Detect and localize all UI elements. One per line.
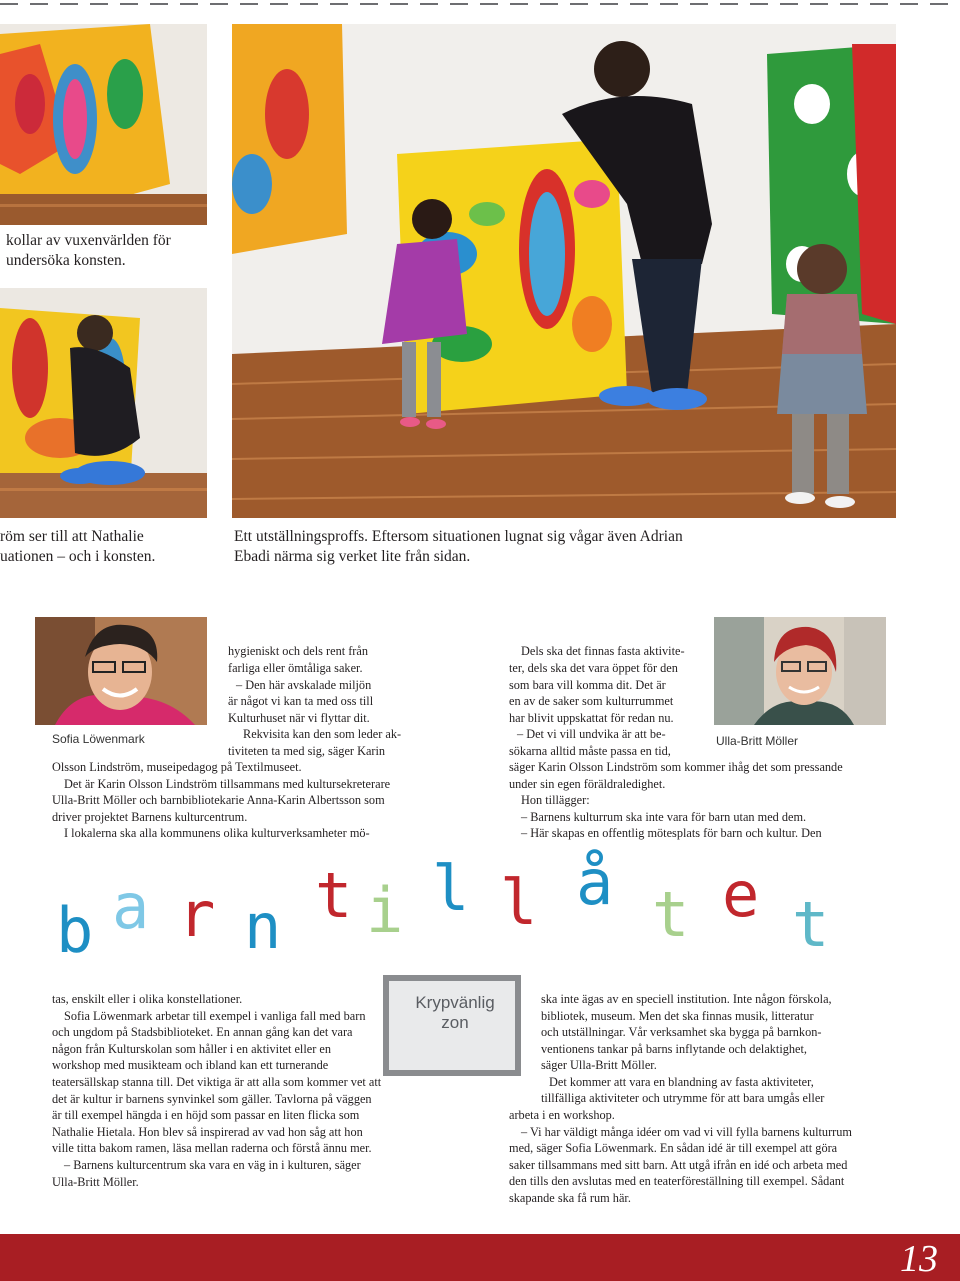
top-dashed-rule — [0, 0, 960, 8]
upper-left-column-paragraphs — [52, 759, 392, 842]
photo-woman-crouching — [0, 288, 207, 518]
headline-letter: n — [244, 890, 282, 963]
text-line: bibliotek, museum. Men det ska finnas musik, litteratur — [541, 1009, 814, 1023]
caption-left-top-line1: kollar av vuxenvärlden för — [6, 232, 171, 249]
page-number: 13 — [900, 1238, 938, 1280]
sign-label: Krypvänlig zon — [415, 993, 495, 1032]
text-line: sökarna alltid måste passa en tid, — [509, 744, 671, 758]
text-line: Dels ska det finnas fasta aktivite- — [521, 644, 685, 658]
text-line: Kulturhuset när vi flyttar dit. — [228, 711, 370, 725]
caption-left-bottom-line2: uationen – och i konsten. — [0, 548, 156, 565]
headline-letter: t — [792, 888, 830, 961]
headline-letter: t — [315, 859, 353, 932]
portrait-name-right: Ulla-Britt Möller — [716, 734, 799, 748]
lower-right-column-paragraphs — [509, 1107, 854, 1207]
paragraph: – Här skapas en offentlig mötesplats för barn och kultur. Den — [521, 826, 822, 841]
headline-letter: å — [576, 846, 614, 919]
text-line: Rekvisita kan den som leder ak- — [243, 727, 402, 741]
upper-right-column-paragraphs — [509, 759, 849, 842]
portrait-name-left: Sofia Löwenmark — [52, 732, 145, 746]
headline-letter: i — [366, 874, 404, 947]
portrait-sofia-lowenmark — [35, 617, 207, 725]
text-line: har blivit uppskattat för redan nu. — [509, 711, 674, 725]
headline-letter: r — [178, 878, 216, 951]
text-line: och utställningar. Vår verksamhet ska bygga på barnkon- — [541, 1025, 822, 1039]
paragraph: Sofia Löwenmark arbetar till exempel i vanliga fall med barn och ungdom på Stadsbiblioteket. En annan gång kan det vara någon från Kulturskolan som håller i en aktivitet eller en workshop med musikteam och ibland kan ett turnerande teatersällskap stanna till. Det viktiga är att alla som kommer vet att det är kultur ir barnens synvinkel som gäller. Tavlorna på väggen är till exempel hängda i en höjd som passar en liten flicka som Nathalie Hietala. Hon blev så inspirerad av vad hon såg att hon ville titta bakom ramen, läsa mellan raderna och förstå ännu mer. — [52, 1008, 382, 1156]
headline-letter: t — [652, 878, 690, 951]
headline-letter: l — [432, 852, 470, 925]
text-line: farliga eller ömtåliga saker. — [228, 661, 363, 675]
photo-painting-top-left — [0, 24, 207, 225]
paragraph: – Barnens kulturcentrum ska vara en väg in i kulturen, säger Ulla-Britt Möller. — [52, 1157, 361, 1189]
text-line: Det kommer att vara en blandning av fasta aktiviteter, — [549, 1075, 814, 1089]
portrait-ulla-britt-moller — [714, 617, 886, 725]
text-line: hygieniskt och dels rent från — [228, 644, 369, 658]
paragraph: I lokalerna ska alla kommunens olika kulturverksamheter mö- — [64, 826, 370, 841]
paragraph: arbeta i en workshop. — [509, 1108, 615, 1122]
paragraph: – Vi har väldigt många idéer om vad vi vill fylla barnens kulturrum med, säger Sofia Löwenmark. En sådan idé är till exempel att göra saker tillsammans med sitt barn. Att utgå ifrån en idé och arbeta med den tills den avslutas med en teaterföreställning till exempel. Sådant skapande ska få rum här. — [509, 1124, 852, 1205]
text-line: ter, dels ska det vara öppet för den — [509, 661, 678, 675]
caption-main-line2: Ebadi närma sig verket lite från sidan. — [234, 548, 471, 565]
text-line: en av de saker som kulturrummet — [509, 694, 674, 708]
photo-sign — [383, 975, 521, 1076]
photo-gallery-main — [232, 24, 896, 518]
text-line: – Det vi vill undvika är att be- — [517, 727, 666, 741]
text-line: tiviteten ta med sig, säger Karin — [228, 744, 386, 758]
text-line: är något vi kan ta med oss till — [228, 694, 374, 708]
text-line: säger Ulla-Britt Möller. — [541, 1058, 657, 1072]
paragraph: Hon tillägger: — [521, 793, 590, 808]
lower-left-column — [52, 991, 382, 1190]
paragraph: – Barnens kulturrum ska inte vara för barn utan med dem. — [521, 809, 807, 824]
paragraph: Olsson Lindström, museipedagog på Textilmuseet. — [52, 760, 302, 774]
text-line: som bara vill komma dit. Det är — [509, 678, 666, 692]
headline-letter: b — [56, 894, 94, 967]
caption-main-line1: Ett utställningsproffs. Eftersom situationen lugnat sig vågar även Adrian — [234, 528, 683, 545]
text-line: – Den här avskalade miljön — [236, 678, 372, 692]
paragraph: säger Karin Olsson Lindström som kommer ihåg det som pressande under sin egen föräldraledighet. — [509, 760, 843, 791]
text-line: ventionens tankar på barns inflytande och delaktighet, — [541, 1042, 808, 1056]
caption-left-bottom-line1: röm ser till att Nathalie — [0, 528, 144, 545]
paragraph: tas, enskilt eller i olika konstellationer. — [52, 992, 243, 1006]
caption-left-top-line2: undersöka konsten. — [6, 252, 126, 269]
paragraph: Det är Karin Olsson Lindström tillsammans med kultursekreterare Ulla-Britt Möller och barnbibliotekarie Anna-Karin Albertsson som driver projektet Barnens kulturcentrum. — [52, 776, 391, 824]
footer-bar — [0, 1234, 960, 1281]
headline-letter: e — [722, 858, 760, 931]
text-line: ska inte ägas av en speciell institution. Inte någon förskola, — [541, 992, 832, 1006]
text-line: tillfälliga aktiviteter och utrymme för att bara umgås eller — [541, 1091, 825, 1105]
headline-letter: a — [112, 870, 150, 943]
headline-letter: l — [500, 866, 538, 939]
